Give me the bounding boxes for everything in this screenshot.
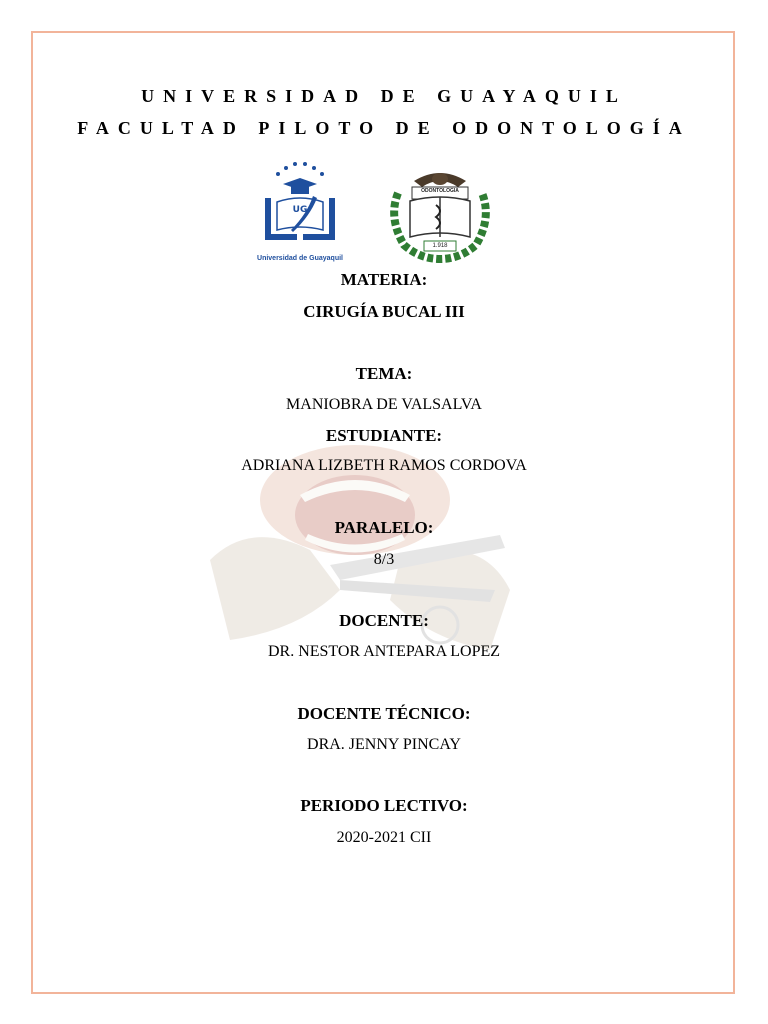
faculty-seal-text: ODONTOLOGIA <box>421 188 459 194</box>
docente-value: DR. NESTOR ANTEPARA LOPEZ <box>267 643 501 660</box>
periodo-value: 2020-2021 CII <box>336 829 432 846</box>
faculty-seal-year: 1.918 <box>432 243 448 249</box>
periodo-label: PERIODO LECTIVO: <box>300 796 468 815</box>
faculty-name: FACULTAD PILOTO DE ODONTOLOGÍA <box>77 118 691 138</box>
materia-label: MATERIA: <box>340 270 428 289</box>
estudiante-value: ADRIANA LIZBETH RAMOS CORDOVA <box>241 457 527 474</box>
university-logo-text: Universidad de Guayaquil <box>257 255 343 262</box>
university-name: UNIVERSIDAD DE GUAYAQUIL <box>141 86 627 106</box>
university-logo-icon <box>255 158 345 248</box>
estudiante-label: ESTUDIANTE: <box>325 426 443 445</box>
docente-tecnico-value: DRA. JENNY PINCAY <box>307 736 461 753</box>
materia-value: CIRUGÍA BUCAL III <box>303 302 465 321</box>
docente-tecnico-label: DOCENTE TÉCNICO: <box>297 704 471 723</box>
docente-label: DOCENTE: <box>339 611 429 630</box>
paralelo-value: 8/3 <box>373 551 395 568</box>
paralelo-label: PARALELO: <box>334 518 434 537</box>
university-logo <box>255 158 345 262</box>
faculty-seal <box>384 163 496 263</box>
svg-text:UG: UG <box>292 205 308 215</box>
tema-label: TEMA: <box>355 364 413 383</box>
tema-value: MANIOBRA DE VALSALVA <box>286 396 482 413</box>
